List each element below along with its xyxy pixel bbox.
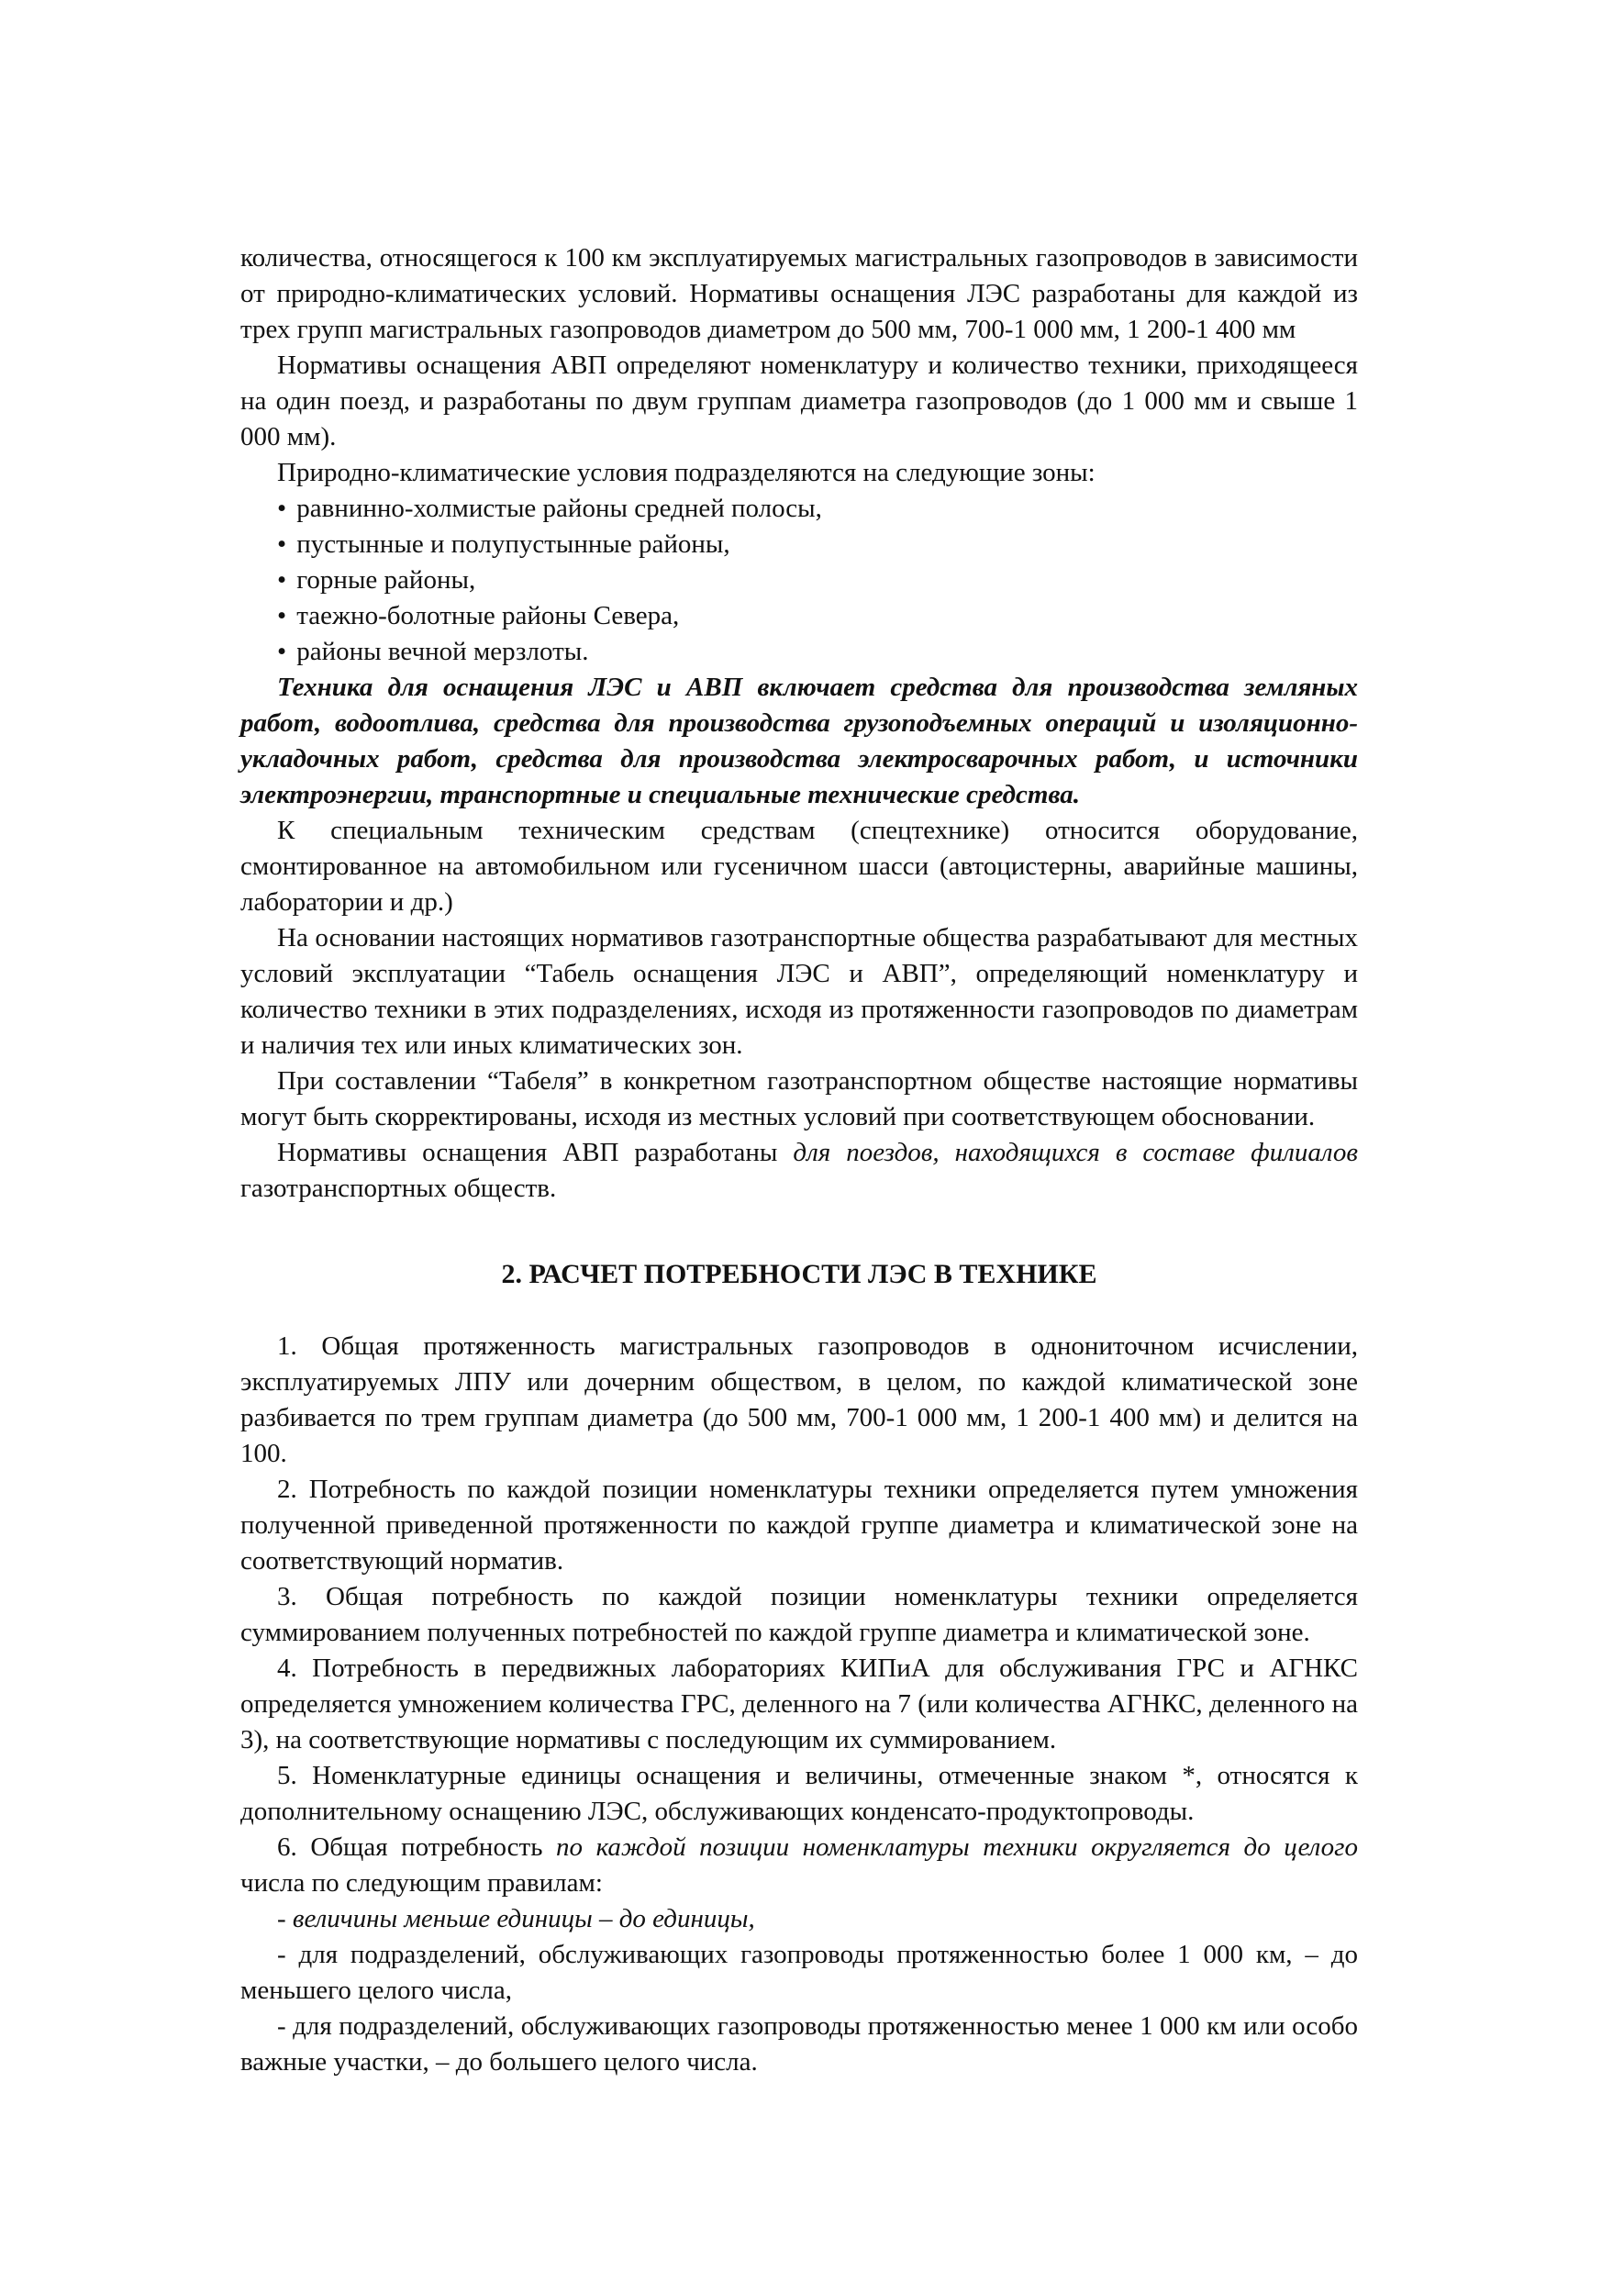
bullet-icon: • <box>277 494 287 523</box>
document-page <box>240 240 1358 2080</box>
bullet-icon: • <box>277 529 287 559</box>
calc-item-6: 6. Общая потребность по каждой позиции номенклатуры техники округляется до целого числа по следующим правилам: <box>240 1832 1358 1898</box>
paragraph-avp-trains: Нормативы оснащения АВП разработаны для поездов, находящихся в составе филиалов газотранспортных обществ. <box>240 1138 1358 1203</box>
paragraph-technique: Техника для оснащения ЛЭС и АВП включает средства для производства земляных работ, водоотлива, средства для производства грузоподъемных операций и изоляционно-укладочных работ, средства для производства электросварочных работ, и источники электроэнергии, транспортные и специальные технические средства. <box>240 673 1358 809</box>
paragraph-basis: На основании настоящих нормативов газотранспортные общества разрабатывают для местных условий эксплуатации “Табель оснащения ЛЭС и АВП”, определяющий номенклатуру и количество техники в этих подразделениях, исходя из протяженности газопроводов по диаметрам и наличия тех или иных климатических зон. <box>240 923 1358 1060</box>
bullet-icon: • <box>277 565 287 595</box>
list-item: • горные районы, <box>277 562 1358 598</box>
paragraph-special-equipment: К специальным техническим средствам (спецтехнике) относится оборудование, смонтированное на автомобильном или гусеничном шасси (автоцистерны, аварийные машины, лаборатории и др.) <box>240 816 1358 917</box>
calc-item-3: 3. Общая потребность по каждой позиции номенклатуры техники определяется суммированием полученных потребностей по каждой группе диаметра и климатической зоне. <box>240 1582 1358 1647</box>
list-item: • пустынные и полупустынные районы, <box>277 527 1358 562</box>
list-item: • районы вечной мерзлоты. <box>277 634 1358 670</box>
list-item: • таежно-болотные районы Севера, <box>277 598 1358 634</box>
paragraph-norms-les: количества, относящегося к 100 км эксплуатируемых магистральных газопроводов в зависимости от природно-климатических условий. Нормативы оснащения ЛЭС разработаны для каждой из трех групп магистральных газопроводов диаметром до 500 мм, 700-1 000 мм, 1 200-1 400 мм <box>240 243 1358 344</box>
calc-item-5: 5. Номенклатурные единицы оснащения и величины, отмеченные знаком *, относятся к дополнительному оснащению ЛЭС, обслуживающих конденсато-продуктопроводы. <box>240 1761 1358 1826</box>
bullet-icon: • <box>277 601 287 630</box>
zones-list <box>240 491 1358 670</box>
calc-item-1: 1. Общая протяженность магистральных газопроводов в однониточном исчислении, эксплуатируемых ЛПУ или дочерним обществом, в целом, по каждой климатической зоне разбивается по трем группам диаметра (до 500 мм, 700-1 000 мм, 1 200-1 400 мм) и делится на 100. <box>240 1331 1358 1468</box>
calc-item-4: 4. Потребность в передвижных лабораториях КИПиА для обслуживания ГРС и АГНКС определяется умножением количества ГРС, деленного на 7 (или количества АГНКС, деленного на 3), на соответствующие нормативы с последующим их суммированием. <box>240 1654 1358 1754</box>
rounding-rule-1: - величины меньше единицы – до единицы, <box>277 1904 755 1933</box>
list-item: • равнинно-холмистые районы средней полосы, <box>277 491 1358 527</box>
paragraph-norms-avp: Нормативы оснащения АВП определяют номенклатуру и количество техники, приходящееся на один поезд, и разработаны по двум группам диаметра газопроводов (до 1 000 мм и свыше 1 000 мм). <box>240 351 1358 451</box>
rounding-rule-2: - для подразделений, обслуживающих газопроводы протяженностью более 1 000 км, – до меньшего целого числа, <box>240 1940 1358 2005</box>
calc-item-2: 2. Потребность по каждой позиции номенклатуры техники определяется путем умножения полученной приведенной протяженности по каждой группе диаметра и климатической зоне на соответствующий норматив. <box>240 1475 1358 1576</box>
paragraph-table-adjust: При составлении “Табеля” в конкретном газотранспортном обществе настоящие нормативы могут быть скорректированы, исходя из местных условий при соответствующем обосновании. <box>240 1066 1358 1131</box>
rounding-rule-3: - для подразделений, обслуживающих газопроводы протяженностью менее 1 000 км или особо важные участки, – до большего целого числа. <box>240 2011 1358 2077</box>
paragraph-zones-intro: Природно-климатические условия подразделяются на следующие зоны: <box>277 458 1096 487</box>
section-heading: 2. РАСЧЕТ ПОТРЕБНОСТИ ЛЭС В ТЕХНИКЕ <box>501 1259 1097 1289</box>
bullet-icon: • <box>277 637 287 666</box>
